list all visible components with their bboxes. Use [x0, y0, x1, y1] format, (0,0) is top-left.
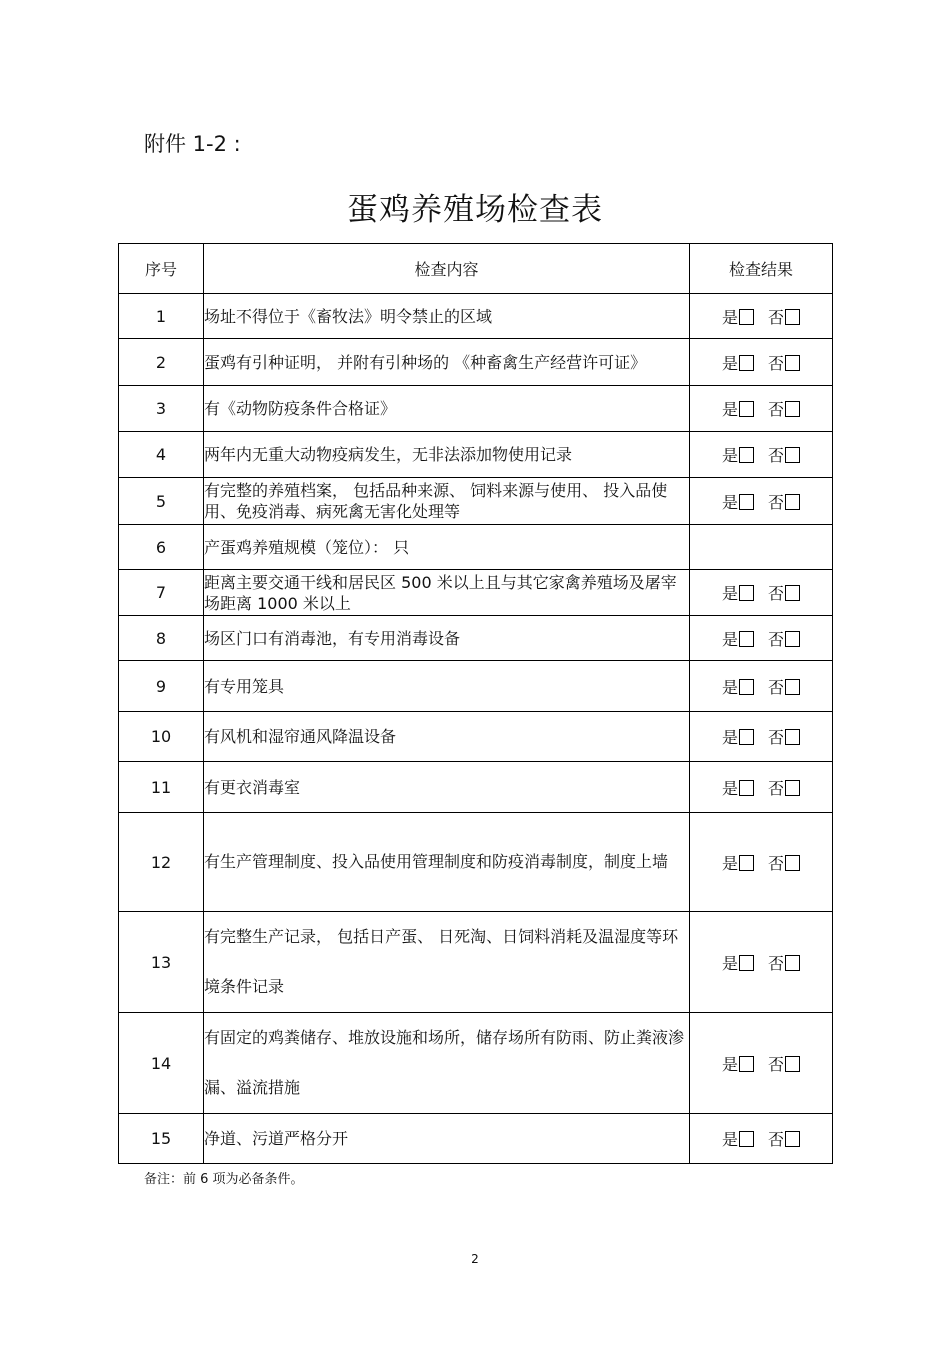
- table-row: [119, 1013, 833, 1114]
- result-option-yes[interactable]: [722, 1127, 754, 1150]
- result-option-no[interactable]: [768, 581, 800, 604]
- row-result: [690, 386, 833, 432]
- result-option-yes-label: 是: [721, 853, 738, 873]
- checkbox-no[interactable]: [785, 855, 800, 871]
- result-option-yes[interactable]: [722, 675, 754, 698]
- result-option-yes-label: 是: [721, 492, 738, 512]
- checkbox-no[interactable]: [785, 780, 800, 796]
- result-option-yes[interactable]: [722, 1052, 754, 1075]
- footnote: 备注：前 6 项为必备条件。: [144, 1172, 304, 1187]
- attachment-label: 附件 1-2 :: [144, 132, 241, 156]
- table-row: [119, 762, 833, 813]
- page-title: 蛋鸡养殖场检查表: [347, 192, 603, 228]
- checkbox-no[interactable]: [785, 447, 800, 463]
- row-result: [690, 762, 833, 813]
- result-option-no-label: 否: [768, 353, 785, 373]
- table-row: [119, 1114, 833, 1164]
- table-row: [119, 386, 833, 432]
- result-option-yes-label: 是: [721, 728, 738, 747]
- row-content: 有生产管理制度、投入品使用管理制度和防疫消毒制度，制度上墙: [204, 813, 690, 912]
- checkbox-yes[interactable]: [739, 631, 754, 647]
- result-option-no-label: 否: [768, 400, 785, 419]
- row-content: 有《动物防疫条件合格证》: [204, 386, 690, 432]
- row-result: [690, 525, 833, 570]
- row-content: 距离主要交通干线和居民区 500 米以上且与其它家禽养殖场及屠宰场距离 1000 米以上: [204, 570, 690, 616]
- result-option-no[interactable]: [768, 851, 800, 874]
- checkbox-yes[interactable]: [739, 401, 754, 417]
- row-result: [690, 570, 833, 616]
- row-content: 有风机和湿帘通风降温设备: [204, 712, 690, 762]
- result-option-no[interactable]: [768, 675, 800, 698]
- result-option-no[interactable]: [768, 1127, 800, 1150]
- row-number: 13: [119, 912, 204, 1013]
- row-result: [690, 294, 833, 339]
- checkbox-yes[interactable]: [739, 494, 754, 510]
- row-number: 14: [119, 1013, 204, 1114]
- row-content: 两年内无重大动物疫病发生，无非法添加物使用记录: [204, 432, 690, 478]
- result-option-yes[interactable]: [722, 725, 754, 748]
- row-content: 场区门口有消毒池，有专用消毒设备: [204, 616, 690, 661]
- table-row: [119, 712, 833, 762]
- row-number: 12: [119, 813, 204, 912]
- result-option-no-label: 否: [768, 953, 785, 973]
- result-option-no-label: 否: [768, 778, 785, 798]
- table-row: [119, 478, 833, 525]
- row-content: 产蛋鸡养殖规模（笼位）： 只: [204, 525, 690, 570]
- result-option-yes-label: 是: [721, 353, 738, 373]
- result-option-no-label: 否: [768, 492, 785, 512]
- result-option-no[interactable]: [768, 490, 800, 513]
- checkbox-no[interactable]: [785, 631, 800, 647]
- result-option-no[interactable]: [768, 951, 800, 974]
- checkbox-yes[interactable]: [739, 780, 754, 796]
- result-option-yes-label: 是: [721, 307, 738, 327]
- result-option-yes[interactable]: [722, 351, 754, 374]
- checkbox-yes[interactable]: [739, 955, 754, 971]
- checkbox-no[interactable]: [785, 494, 800, 510]
- result-option-yes[interactable]: [722, 581, 754, 604]
- row-number: 5: [119, 478, 204, 525]
- result-option-yes-label: 是: [721, 629, 738, 649]
- checkbox-yes[interactable]: [739, 1056, 754, 1072]
- table-row: [119, 432, 833, 478]
- row-content: 蛋鸡有引种证明， 并附有引种场的 《种畜禽生产经营许可证》: [204, 339, 690, 386]
- checkbox-yes[interactable]: [739, 855, 754, 871]
- checkbox-no[interactable]: [785, 955, 800, 971]
- checkbox-no[interactable]: [785, 679, 800, 695]
- checkbox-yes[interactable]: [739, 309, 754, 325]
- row-content: 有完整的养殖档案， 包括品种来源、 饲料来源与使用、 投入品使用、免疫消毒、病死禽无害化处理等: [204, 478, 690, 525]
- result-option-no[interactable]: [768, 351, 800, 374]
- table-row: [119, 616, 833, 661]
- table-header-row: [119, 244, 833, 294]
- result-option-no-label: 否: [768, 629, 785, 649]
- row-number: 8: [119, 616, 204, 661]
- result-option-yes-label: 是: [721, 677, 738, 697]
- row-content: 场址不得位于《畜牧法》明令禁止的区域: [204, 294, 690, 339]
- checkbox-yes[interactable]: [739, 729, 754, 745]
- result-option-yes[interactable]: [722, 397, 754, 420]
- row-content: 有固定的鸡粪储存、堆放设施和场所，储存场所有防雨、防止粪液渗漏、溢流措施: [204, 1013, 690, 1114]
- checkbox-no[interactable]: [785, 1131, 800, 1147]
- result-option-no-label: 否: [768, 1130, 785, 1149]
- result-option-yes[interactable]: [722, 627, 754, 650]
- checkbox-no[interactable]: [785, 729, 800, 745]
- row-result: [690, 712, 833, 762]
- result-option-no-label: 否: [768, 853, 785, 873]
- checkbox-yes[interactable]: [739, 679, 754, 695]
- row-result: [690, 912, 833, 1013]
- table-row: [119, 339, 833, 386]
- result-option-no-label: 否: [768, 677, 785, 697]
- row-number: 3: [119, 386, 204, 432]
- row-result: [690, 813, 833, 912]
- row-result: [690, 478, 833, 525]
- row-content: 有专用笼具: [204, 661, 690, 712]
- row-number: 6: [119, 525, 204, 570]
- table-row: [119, 570, 833, 616]
- result-option-no[interactable]: [768, 1052, 800, 1075]
- row-number: 11: [119, 762, 204, 813]
- checkbox-no[interactable]: [785, 355, 800, 371]
- row-number: 7: [119, 570, 204, 616]
- checkbox-yes[interactable]: [739, 447, 754, 463]
- result-option-yes-label: 是: [721, 1130, 738, 1149]
- result-option-no[interactable]: [768, 725, 800, 748]
- row-result: [690, 432, 833, 478]
- result-option-no[interactable]: [768, 443, 800, 466]
- result-option-no-label: 否: [768, 728, 785, 747]
- result-option-no[interactable]: [768, 397, 800, 420]
- result-option-yes[interactable]: [722, 305, 754, 328]
- result-option-yes-label: 是: [721, 1054, 738, 1074]
- row-content: 净道、污道严格分开: [204, 1114, 690, 1164]
- row-result: [690, 661, 833, 712]
- result-option-yes-label: 是: [721, 778, 738, 798]
- row-result: [690, 1114, 833, 1164]
- result-option-no-label: 否: [768, 1054, 785, 1074]
- header-result: 检查结果: [690, 244, 833, 294]
- row-number: 15: [119, 1114, 204, 1164]
- table-row: [119, 525, 833, 570]
- result-option-yes[interactable]: [722, 776, 754, 799]
- checkbox-no[interactable]: [785, 401, 800, 417]
- result-option-no-label: 否: [768, 584, 785, 603]
- checkbox-no[interactable]: [785, 585, 800, 601]
- table-row: [119, 661, 833, 712]
- result-option-yes-label: 是: [721, 400, 738, 419]
- table-row: [119, 912, 833, 1013]
- checkbox-yes[interactable]: [739, 1131, 754, 1147]
- result-option-yes[interactable]: [722, 490, 754, 513]
- result-option-no[interactable]: [768, 776, 800, 799]
- row-result: [690, 616, 833, 661]
- result-option-no-label: 否: [768, 446, 785, 465]
- header-content: 检查内容: [204, 244, 690, 294]
- row-number: 4: [119, 432, 204, 478]
- row-content: 有更衣消毒室: [204, 762, 690, 813]
- row-result: [690, 1013, 833, 1114]
- inspection-table: [118, 243, 833, 1164]
- result-option-yes-label: 是: [721, 953, 738, 973]
- result-option-yes[interactable]: [722, 951, 754, 974]
- checkbox-yes[interactable]: [739, 355, 754, 371]
- checkbox-yes[interactable]: [739, 585, 754, 601]
- checkbox-no[interactable]: [785, 309, 800, 325]
- row-content: 有完整生产记录， 包括日产蛋、 日死淘、日饲料消耗及温湿度等环境条件记录: [204, 912, 690, 1013]
- row-number: 1: [119, 294, 204, 339]
- result-option-no-label: 否: [768, 307, 785, 327]
- checkbox-no[interactable]: [785, 1056, 800, 1072]
- result-option-no[interactable]: [768, 305, 800, 328]
- result-option-yes[interactable]: [722, 851, 754, 874]
- result-option-yes[interactable]: [722, 443, 754, 466]
- table-row: [119, 294, 833, 339]
- header-no: 序号: [119, 244, 204, 294]
- table-row: [119, 813, 833, 912]
- row-number: 2: [119, 339, 204, 386]
- page-number: 2: [471, 1252, 479, 1266]
- result-option-no[interactable]: [768, 627, 800, 650]
- result-option-yes-label: 是: [721, 446, 738, 465]
- result-option-yes-label: 是: [721, 584, 738, 603]
- row-result: [690, 339, 833, 386]
- row-number: 10: [119, 712, 204, 762]
- row-number: 9: [119, 661, 204, 712]
